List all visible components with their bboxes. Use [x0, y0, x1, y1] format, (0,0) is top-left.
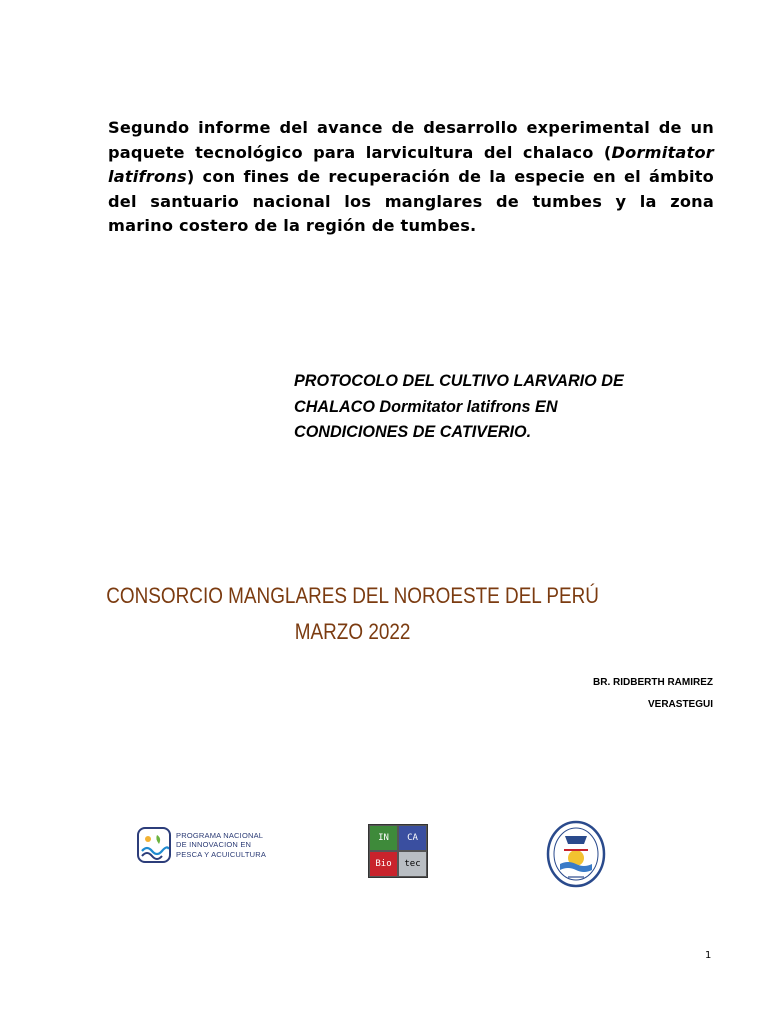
pnipa-line1: PROGRAMA NACIONAL: [176, 830, 264, 840]
incabiotec-logo: [368, 824, 428, 878]
incabiotec-cell-bio: Bio: [369, 851, 398, 877]
author-name-line2: VERASTEGUI: [647, 699, 713, 710]
incabiotec-cell-in: IN: [369, 825, 398, 851]
protocol-title-line1: PROTOCOLO DEL CULTIVO LARVARIO DE: [294, 372, 624, 390]
pnipa-line3: PESCA Y ACUICULTURA: [176, 849, 267, 859]
incabiotec-cell-ca: CA: [398, 825, 427, 851]
pnipa-wave-icon: [137, 827, 171, 863]
pnipa-line2: DE INNOVACION EN: [176, 840, 252, 850]
report-intro-paragraph: [108, 116, 714, 239]
report-date: MARZO 2022: [294, 619, 411, 644]
incabiotec-cell-tec: tec: [398, 851, 427, 877]
consortium-name: CONSORCIO MANGLARES DEL NOROESTE DEL PERÚ: [106, 583, 599, 608]
pnipa-text: [176, 831, 266, 860]
author-block: [593, 672, 713, 716]
protocol-title: [294, 369, 674, 446]
pnipa-logo: [137, 825, 287, 865]
protocol-title-line2: CHALACO Dormitator latifrons EN: [294, 397, 558, 416]
consortium-heading: [0, 578, 705, 650]
protocol-title-line3: CONDICIONES DE CATIVERIO.: [294, 423, 532, 441]
page-number: 1: [705, 950, 712, 961]
intro-text-part1: Segundo informe del avance de desarrollo experimental de un paquete tecnológico para larvicultura del chalaco (: [108, 118, 714, 162]
author-name-line1: BR. RIDBERTH RAMIREZ: [593, 677, 713, 688]
intro-species-name: Dormitator latifrons: [108, 142, 714, 186]
university-seal-icon: [546, 820, 606, 888]
intro-text-part2: ) con fines de recuperación de la especie en el ámbito del santuario nacional los manglares de tumbes y la zona marino costero de la región de tumbes.: [108, 167, 714, 235]
